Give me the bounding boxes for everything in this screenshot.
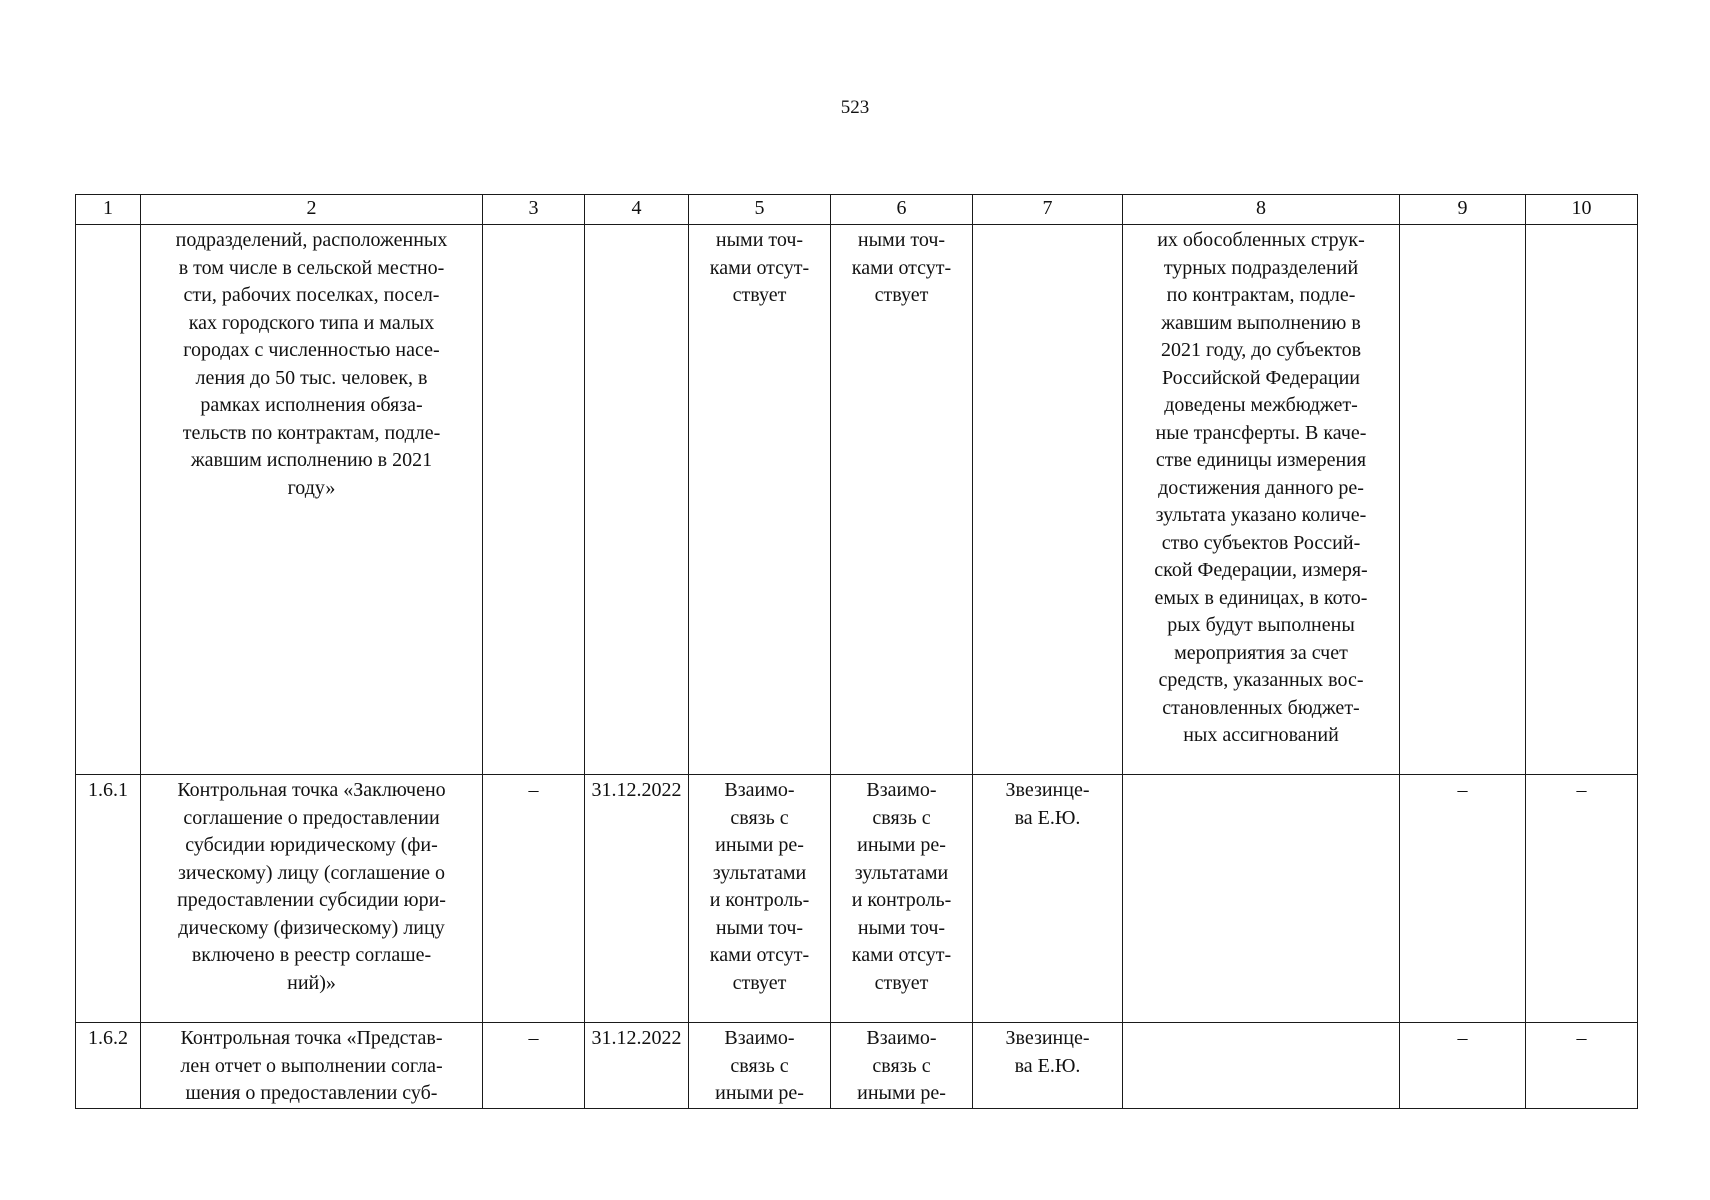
text-line: ками отсут- bbox=[851, 944, 952, 966]
cell-col3: – bbox=[483, 1023, 585, 1109]
cell-col3 bbox=[483, 225, 585, 775]
text-line: связь с bbox=[730, 806, 789, 829]
cell-number: 1.6.1 bbox=[76, 775, 141, 1023]
header-row bbox=[76, 195, 1638, 225]
text-line: ными точ- bbox=[857, 916, 946, 939]
text-line: становленных бюджет- bbox=[1162, 696, 1360, 719]
text-line: ках городского типа и малых bbox=[188, 311, 435, 334]
text-line: достижения данного ре- bbox=[1158, 476, 1364, 499]
cell-col9 bbox=[1400, 225, 1526, 775]
text-line: рамках исполнения обяза- bbox=[200, 394, 423, 416]
text-line: ными точ- bbox=[715, 916, 804, 939]
text-line: связь с bbox=[872, 806, 931, 829]
text-line: зультатами bbox=[712, 861, 807, 884]
text-line: иными ре- bbox=[857, 834, 946, 856]
text-line: зическому) лицу (соглашение о bbox=[177, 861, 446, 884]
cell-col8 bbox=[1123, 775, 1400, 1023]
text-line: ками отсут- bbox=[851, 256, 952, 279]
text-line: шения о предоставлении суб- bbox=[185, 1082, 438, 1104]
text-line: рых будут выполнены bbox=[1167, 614, 1355, 636]
column-header: 7 bbox=[973, 195, 1123, 225]
cell-col9: – bbox=[1400, 775, 1526, 1023]
column-header: 9 bbox=[1400, 195, 1526, 225]
text-line: емых в единицах, в кото- bbox=[1154, 586, 1368, 609]
text-line: по контрактам, подле- bbox=[1166, 284, 1356, 306]
cell-col9: – bbox=[1400, 1023, 1526, 1109]
column-header: 5 bbox=[689, 195, 831, 225]
text-line: городах с численностью насе- bbox=[183, 339, 440, 361]
cell-col6 bbox=[831, 775, 973, 1023]
text-line: жавшим исполнению в 2021 bbox=[190, 449, 433, 471]
page-number: 523 bbox=[840, 97, 870, 118]
column-header: 4 bbox=[585, 195, 689, 225]
plan-table bbox=[75, 194, 1638, 1109]
table-row bbox=[76, 1023, 1638, 1109]
cell-col10: – bbox=[1526, 775, 1638, 1023]
text-line: включено в реестр соглаше- bbox=[191, 944, 432, 966]
text-line: дическому (физическому) лицу bbox=[178, 916, 445, 939]
text-line: 2021 году, до субъектов bbox=[1160, 339, 1362, 361]
text-line: ствует bbox=[732, 971, 787, 994]
text-line: турных подразделений bbox=[1163, 256, 1359, 279]
text-line: зультатами bbox=[854, 861, 949, 884]
text-line: и контроль- bbox=[851, 889, 952, 911]
text-line: сти, рабочих поселках, посел- bbox=[183, 284, 440, 306]
cell-number bbox=[76, 225, 141, 775]
text-line: жавшим выполнению в bbox=[1161, 311, 1361, 334]
text-line: ных ассигнований bbox=[1183, 724, 1339, 746]
text-line: связь с bbox=[730, 1054, 789, 1077]
text-line: Российской Федерации bbox=[1161, 366, 1361, 389]
text-line: Взаимо- bbox=[724, 779, 795, 801]
text-line: Звезинце- bbox=[1005, 779, 1090, 801]
cell-col8 bbox=[1123, 225, 1400, 775]
cell-col5 bbox=[689, 775, 831, 1023]
cell-col3: – bbox=[483, 775, 585, 1023]
cell-col6 bbox=[831, 1023, 973, 1109]
text-line: зультата указано количе- bbox=[1155, 504, 1367, 526]
column-header: 2 bbox=[141, 195, 483, 225]
text-line: ва Е.Ю. bbox=[1014, 1054, 1081, 1077]
cell-date: 31.12.2022 bbox=[585, 1023, 689, 1109]
cell-responsible bbox=[973, 775, 1123, 1023]
text-line: средств, указанных вос- bbox=[1158, 669, 1364, 691]
text-line: субсидии юридическому (фи- bbox=[185, 834, 438, 856]
text-line: ные трансферты. В каче- bbox=[1155, 421, 1367, 444]
text-line: Взаимо- bbox=[724, 1027, 795, 1049]
cell-description bbox=[141, 225, 483, 775]
column-header: 10 bbox=[1526, 195, 1638, 225]
text-line: соглашение о предоставлении bbox=[183, 806, 440, 829]
text-line: ствует bbox=[732, 284, 787, 306]
cell-responsible bbox=[973, 1023, 1123, 1109]
text-line: Звезинце- bbox=[1005, 1027, 1090, 1049]
text-line: ний)» bbox=[287, 971, 336, 994]
text-line: ство субъектов Россий- bbox=[1161, 531, 1361, 554]
text-line: ными точ- bbox=[857, 229, 946, 251]
text-line: связь с bbox=[872, 1054, 931, 1077]
text-line: иными ре- bbox=[715, 834, 804, 856]
text-line: Взаимо- bbox=[866, 779, 937, 801]
text-line: ствует bbox=[874, 284, 929, 306]
cell-col10: – bbox=[1526, 1023, 1638, 1109]
column-header: 1 bbox=[76, 195, 141, 225]
cell-description bbox=[141, 775, 483, 1023]
text-line: ками отсут- bbox=[709, 944, 810, 966]
text-line: мероприятия за счет bbox=[1174, 641, 1348, 664]
text-line: предоставлении субсидии юри- bbox=[177, 889, 446, 911]
text-line: ва Е.Ю. bbox=[1014, 806, 1081, 829]
cell-col6 bbox=[831, 225, 973, 775]
text-line: в том числе в сельской местно- bbox=[178, 256, 445, 279]
cell-description bbox=[141, 1023, 483, 1109]
cell-date bbox=[585, 225, 689, 775]
text-line: Контрольная точка «Заключено bbox=[177, 779, 446, 801]
text-line: лен отчет о выполнении согла- bbox=[180, 1054, 443, 1077]
cell-number: 1.6.2 bbox=[76, 1023, 141, 1109]
text-line: ками отсут- bbox=[709, 256, 810, 279]
column-header: 8 bbox=[1123, 195, 1400, 225]
text-line: Контрольная точка «Представ- bbox=[180, 1027, 443, 1049]
cell-col5 bbox=[689, 225, 831, 775]
text-line: тельств по контрактам, подле- bbox=[182, 421, 441, 444]
text-line: ления до 50 тыс. человек, в bbox=[195, 366, 428, 389]
text-line: ской Федерации, измеря- bbox=[1154, 559, 1368, 581]
cell-responsible bbox=[973, 225, 1123, 775]
cell-col10 bbox=[1526, 225, 1638, 775]
text-line: и контроль- bbox=[709, 889, 810, 911]
text-line: иными ре- bbox=[715, 1082, 804, 1104]
text-line: ствует bbox=[874, 971, 929, 994]
table-row bbox=[76, 225, 1638, 775]
cell-col8 bbox=[1123, 1023, 1400, 1109]
table-row bbox=[76, 775, 1638, 1023]
text-line: их обособленных струк- bbox=[1157, 229, 1365, 251]
text-line: иными ре- bbox=[857, 1082, 946, 1104]
text-line: доведены межбюджет- bbox=[1164, 394, 1358, 416]
text-line: году» bbox=[287, 476, 336, 499]
text-line: стве единицы измерения bbox=[1155, 449, 1367, 471]
text-line: подразделений, расположенных bbox=[175, 229, 448, 251]
column-header: 6 bbox=[831, 195, 973, 225]
column-header: 3 bbox=[483, 195, 585, 225]
cell-col5 bbox=[689, 1023, 831, 1109]
cell-date: 31.12.2022 bbox=[585, 775, 689, 1023]
text-line: Взаимо- bbox=[866, 1027, 937, 1049]
text-line: ными точ- bbox=[715, 229, 804, 251]
